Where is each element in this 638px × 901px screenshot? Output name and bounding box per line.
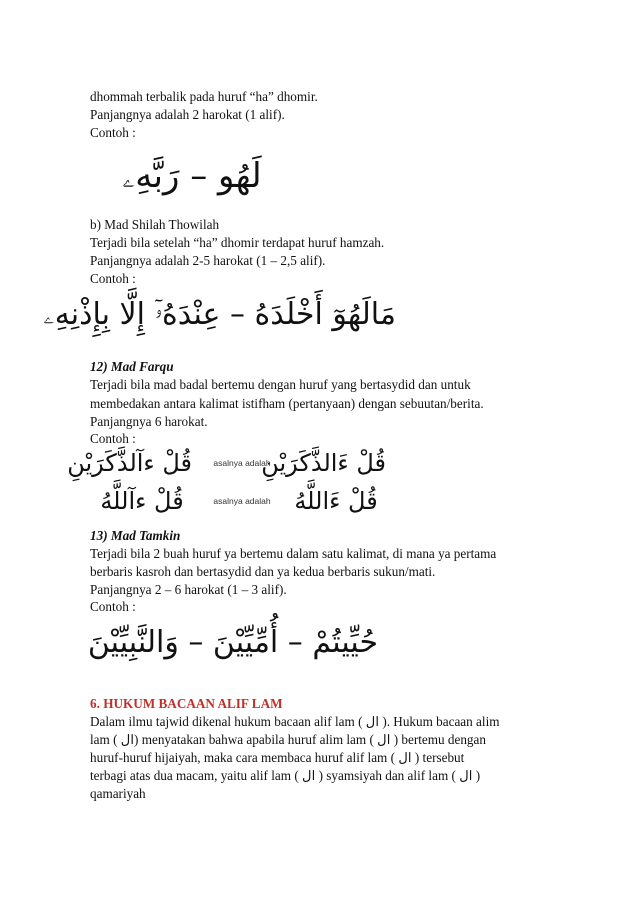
text-line: qamariyah — [90, 786, 146, 801]
text-line: berbaris kasroh dan bertasydid dan ya kedua berbaris sukun/mati. — [90, 564, 436, 579]
text-line: dhommah terbalik pada huruf “ha” dhomir. — [90, 89, 318, 104]
text-line: huruf-huruf hijaiyah, maka cara membaca huruf alif lam ( ال ) tersebut — [90, 750, 465, 765]
text-line: lam ( ال) menyatakan bahwa apabila huruf alim lam ( ال ) bertemu dengan — [90, 732, 486, 747]
text-line: Panjangnya adalah 2 harokat (1 alif). — [90, 107, 285, 122]
text-line: Terjadi bila mad badal bertemu dengan huruf yang bertasydid dan untuk — [90, 377, 471, 392]
arabic-example-tamkin: حُيِّيتُمْ – أُمِّيِّيْنَ – وَالنَّبِيِّيْنَ — [87, 625, 378, 660]
subsection-heading: b) Mad Shilah Thowilah — [90, 217, 220, 232]
text-line: Panjangnya 2 – 6 harokat (1 – 3 alif). — [90, 582, 287, 597]
text-line: Contoh : — [90, 125, 136, 140]
text-line: membedakan antara kalimat istifham (pertanyaan) dengan sebuutan/berita. — [90, 396, 484, 411]
text-line: Contoh : — [90, 271, 136, 286]
text-line: Contoh : — [90, 431, 136, 446]
text-line: terbagi atas dua macam, yaitu alif lam ( ال ) syamsiyah dan alif lam ( ال ) — [90, 768, 481, 783]
subsection-heading: 13) Mad Tamkin — [90, 528, 181, 543]
text-line: Dalam ilmu tajwid dikenal hukum bacaan alif lam ( ال ). Hukum bacaan alim — [90, 714, 500, 729]
text-line: Terjadi bila setelah “ha” dhomir terdapat huruf hamzah. — [90, 235, 385, 250]
subsection-heading: 12) Mad Farqu — [90, 359, 174, 374]
asalnya-label: asalnya adalah — [213, 496, 271, 506]
arabic-example-farqu-result-1: قُلْ ءآلذَّكَرَيْنِ — [67, 449, 192, 477]
text-line: Terjadi bila 2 buah huruf ya bertemu dalam satu kalimat, di mana ya pertama — [90, 546, 497, 561]
asalnya-label: asalnya adalah — [213, 458, 271, 468]
text-line: Panjangnya adalah 2-5 harokat (1 – 2,5 alif). — [90, 253, 326, 268]
section-heading: 6. HUKUM BACAAN ALIF LAM — [90, 696, 283, 711]
arabic-example-farqu-result-2: قُلْ ءآللَّهُ — [100, 487, 184, 515]
arabic-example-farqu-origin-2: قُلْ ءَاللَّهُ — [294, 487, 378, 515]
arabic-example-shilah-thowilah: مَالَهُوٓ أَخْلَدَهُ – عِنْدَهُۥٓ إِلَّا بِإِذْنِهِۦ — [43, 297, 396, 332]
arabic-example-shilah-qashirah: لَهُو – رَبَّهِۦ — [122, 156, 262, 196]
text-line: Panjangnya 6 harokat. — [90, 414, 208, 429]
arabic-example-farqu-origin-1: قُلْ ءَالذَّكَرَيْنِ — [261, 449, 386, 477]
text-line: Contoh : — [90, 599, 136, 614]
